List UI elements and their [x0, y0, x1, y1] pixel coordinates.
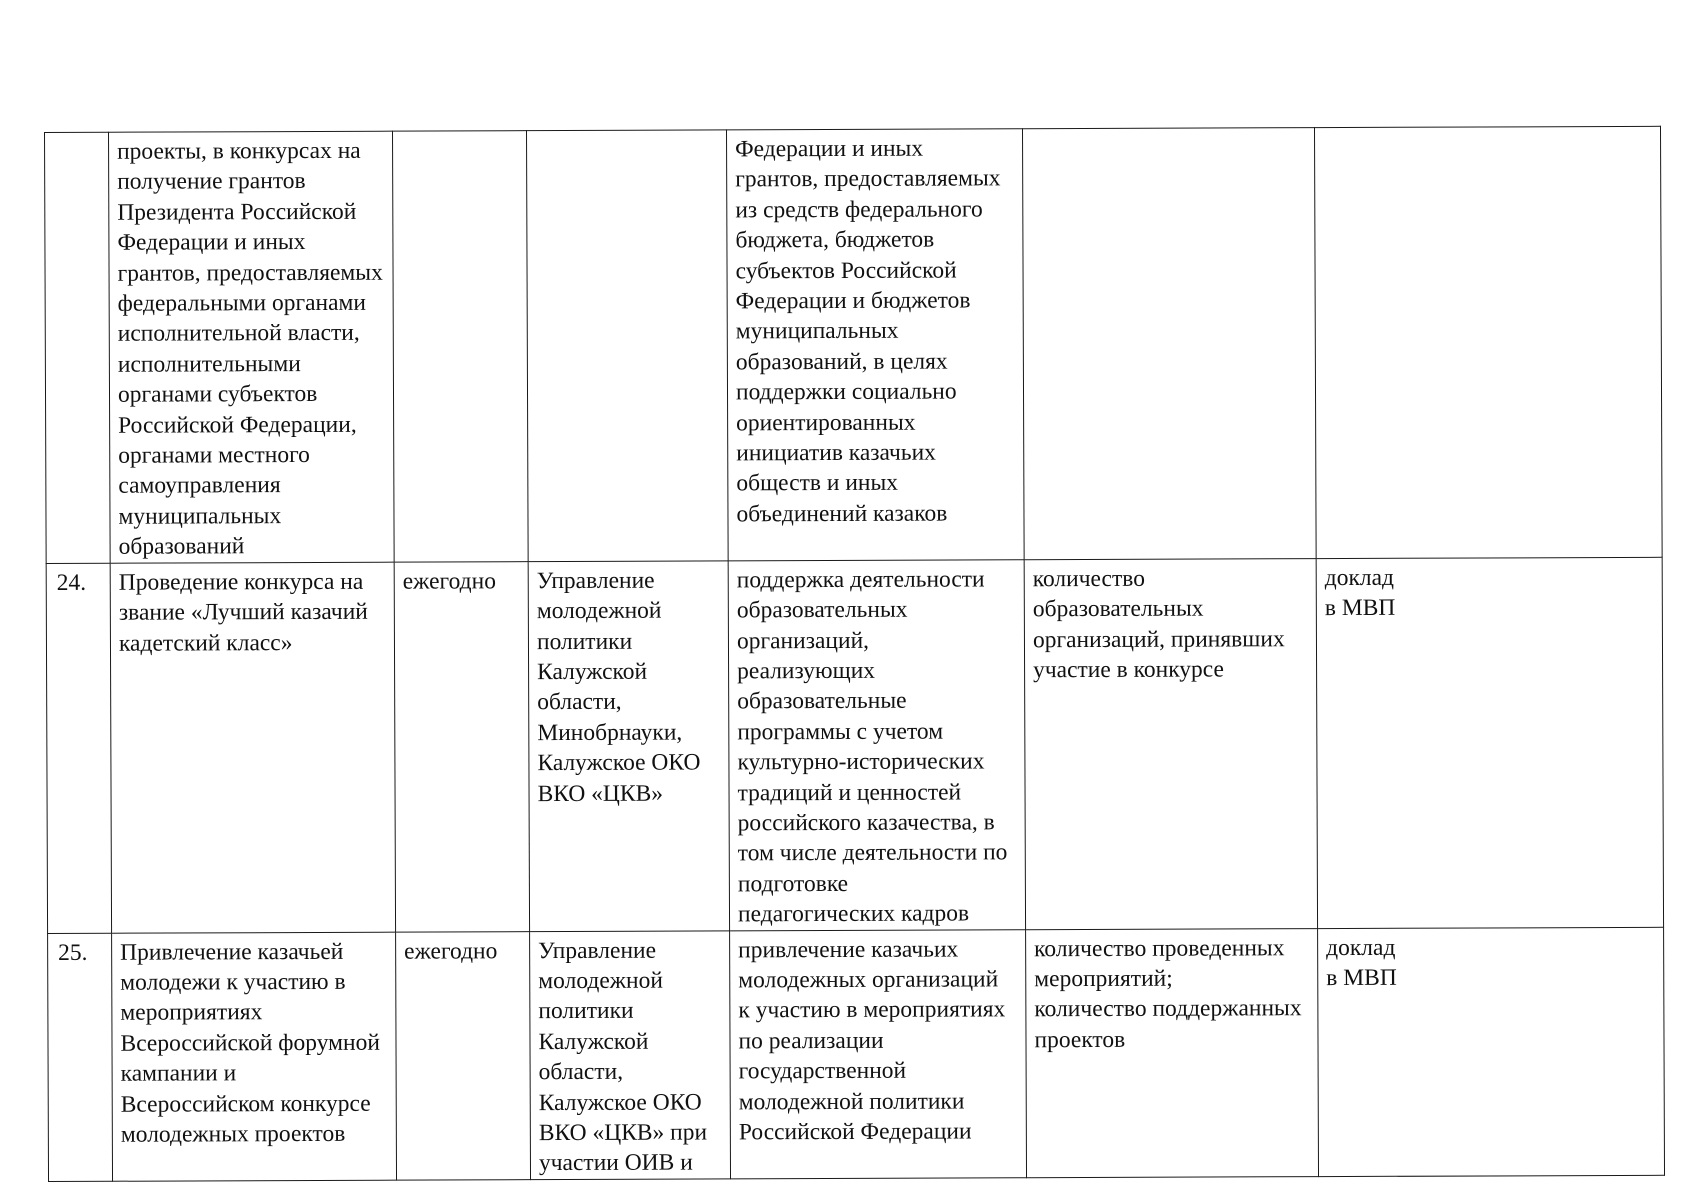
cell-text-line: Управление	[536, 567, 655, 594]
cell-text-line: проекты, в конкурсах на	[117, 137, 361, 165]
cell-text-line: Федерации и бюджетов	[735, 287, 971, 315]
cell-text-line: проектов	[1034, 1026, 1126, 1053]
cell-text-line: в МВП	[1326, 964, 1397, 992]
cell-text-line: доклад	[1326, 934, 1396, 961]
cell-text-line: бюджета, бюджетов	[735, 226, 935, 254]
cell-text-line: Привлечение казачьей	[120, 938, 344, 966]
cell-text-line: участие в конкурсе	[1033, 656, 1224, 684]
cell-text-line: поддержки социально	[735, 378, 957, 406]
cell-text-line: количество поддержанных	[1034, 995, 1302, 1023]
cell-text-line: организаций,	[736, 627, 870, 654]
cell-text-line: Всероссийской форумной	[120, 1029, 380, 1057]
cell-responsible	[528, 561, 729, 932]
cell-text-line: исполнительной власти,	[117, 320, 360, 348]
cell-text-line: Российской Федерации,	[118, 411, 357, 439]
cell-text-line: поддержка деятельности	[736, 566, 985, 594]
cell-indicator	[1024, 558, 1317, 929]
cell-text-line: Российской Федерации	[738, 1118, 972, 1146]
cell-text-line: грантов, предоставляемых	[117, 259, 383, 287]
cell-text-line: органами местного	[118, 442, 310, 469]
cell-result	[728, 559, 1025, 930]
cell-text-line: по реализации	[738, 1027, 884, 1055]
cell-report	[1316, 557, 1663, 928]
cell-text-line: традиций и ценностей	[737, 779, 962, 806]
cell-text-line: привлечение казачьих	[738, 936, 959, 963]
cell-text-line: получение грантов	[117, 168, 306, 196]
cell-text-line: организаций, принявших	[1032, 625, 1285, 653]
cell-text-line: мероприятий;	[1034, 965, 1173, 993]
cell-text-line: российского казачества, в	[737, 809, 995, 837]
cell-text-line: педагогических кадров	[737, 900, 970, 928]
cell-text-line: федеральными органами	[117, 289, 366, 317]
cell-text-line: муниципальных	[118, 502, 282, 530]
cell-text-line: реализующих	[737, 657, 876, 685]
cell-text-line: образований, в целях	[735, 348, 948, 376]
cell-text-line: Федерации и иных	[117, 229, 306, 256]
cell-text-line: Минобрнауки,	[537, 719, 683, 746]
cell-text-line: ежегодно	[402, 567, 496, 595]
cell-text-line: Калужской	[537, 658, 648, 686]
cell-text-line: кадетский класс»	[118, 629, 293, 657]
cell-text-line: подготовке	[737, 870, 849, 898]
cell-text-line: мероприятиях	[120, 999, 263, 1027]
cell-text-line: Всероссийском конкурсе	[120, 1090, 371, 1118]
cell-text-line: ежегодно	[404, 937, 498, 965]
cell-text-line: ВКО «ЦКВ» при	[538, 1119, 708, 1147]
cell-text-line: из средств федерального	[735, 196, 983, 224]
cell-result	[730, 929, 1027, 1178]
cell-number: 25.	[48, 933, 113, 1181]
cell-text-line: инициатив казачьих	[736, 439, 936, 467]
cell-text-line: звание «Лучший казачий	[118, 598, 368, 626]
cell-text-line: самоуправления	[118, 472, 281, 500]
cell-text-line: государственной	[738, 1057, 907, 1085]
cell-period	[392, 131, 528, 562]
cell-text-line: Проведение конкурса на	[118, 568, 364, 596]
cell-result	[726, 129, 1024, 561]
cell-number: 24.	[46, 563, 111, 933]
cell-text-line: том числе деятельности по	[737, 839, 1008, 867]
cell-text-line: Калужское ОКО	[538, 1089, 702, 1116]
cell-text-line: области,	[537, 689, 622, 716]
cell-text-line: к участию в мероприятиях	[738, 996, 1006, 1024]
cell-event	[109, 131, 395, 563]
cell-text-line: грантов, предоставляемых	[735, 165, 1001, 193]
cell-number	[45, 132, 111, 563]
table-row-25	[48, 927, 1665, 1181]
cell-text-line: образований	[118, 533, 245, 560]
cell-text-line: молодежной политики	[738, 1088, 965, 1115]
cell-text-line: молодежи к участию в	[120, 968, 346, 996]
cell-text-line: политики	[536, 628, 633, 655]
cell-text-line: Управление	[538, 937, 657, 964]
cell-text-line: ВКО «ЦКВ»	[537, 780, 664, 807]
cell-text-line: кампании и	[120, 1060, 237, 1087]
cell-text-line: молодежных проектов	[120, 1120, 346, 1148]
cell-text-line: политики	[538, 998, 634, 1025]
cell-event	[112, 932, 397, 1181]
cell-text-line: образовательных	[736, 596, 908, 624]
cell-report	[1314, 126, 1662, 558]
cell-text-line: исполнительными	[117, 350, 301, 378]
cell-text-line: в МВП	[1324, 594, 1396, 622]
cell-text-line: Калужское ОКО	[537, 749, 701, 777]
cell-report	[1318, 927, 1665, 1177]
cell-text-line: Президента Российской	[117, 198, 357, 226]
cell-text-line: обществ и иных	[736, 470, 899, 497]
cell-text-line: области,	[538, 1058, 624, 1086]
cell-event	[110, 562, 395, 933]
cell-text-line: органами субъектов	[117, 381, 318, 408]
cell-text-line: объединений казаков	[736, 500, 948, 528]
cell-text-line: участии ОИВ и	[538, 1149, 693, 1177]
cell-text-line: Федерации и иных	[735, 135, 924, 163]
cell-text-line: Калужской	[538, 1028, 649, 1055]
cell-text-line: образовательных	[1032, 595, 1204, 623]
cell-responsible	[530, 930, 731, 1179]
cell-text-line: молодежной	[538, 967, 663, 995]
cell-text-line: культурно-исторических	[737, 748, 985, 776]
cell-text-line: образовательные	[737, 688, 907, 715]
cell-indicator	[1026, 928, 1319, 1177]
cell-responsible	[526, 130, 728, 561]
cell-text-line: молодежной	[536, 597, 662, 625]
cell-period	[394, 561, 529, 931]
table-row-continuation	[45, 126, 1663, 563]
cell-text-line: субъектов Российской	[735, 257, 957, 284]
cell-text-line: муниципальных	[735, 318, 899, 345]
cell-text-line: ориентированных	[736, 409, 916, 437]
cell-text-line: количество проведенных	[1034, 934, 1285, 962]
cell-text-line: количество	[1032, 565, 1145, 592]
cell-text-line: молодежных организаций	[738, 966, 999, 994]
cell-period	[396, 931, 531, 1180]
cell-indicator	[1022, 128, 1316, 560]
table-row-24	[46, 557, 1663, 933]
cell-text-line: доклад	[1324, 564, 1395, 591]
plan-table	[44, 126, 1665, 1182]
cell-text-line: программы с учетом	[737, 718, 944, 746]
